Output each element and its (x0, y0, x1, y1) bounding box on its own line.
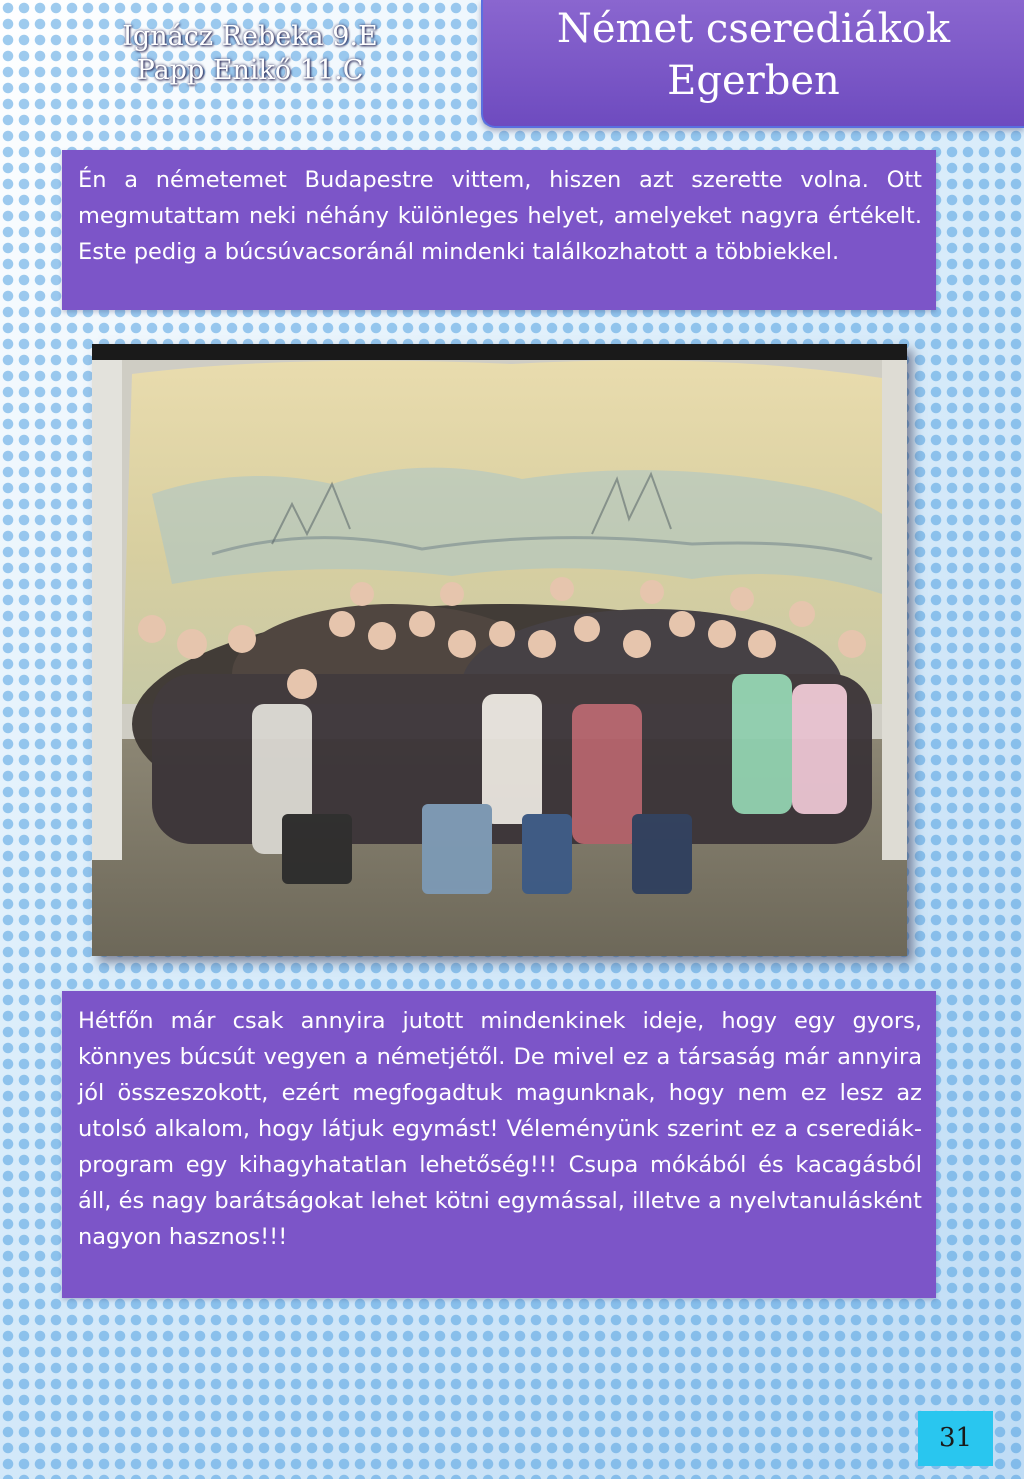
group-photo-illustration (92, 344, 907, 956)
author-2: Papp Enikő 11.C (136, 55, 364, 86)
title-banner (481, 0, 1024, 128)
paragraph-bottom: Hétfőn már csak annyira jutott mindenkinek ideje, hogy egy gyors, könnyes búcsút vegyen a németjétől. De mivel ez a társaság már annyira jól összeszokott, ezért megfogadtuk magunknak, hogy nem ez lesz az utolsó alkalom, hogy látjuk egymást! Véleményünk szerint ez a cserediák-program egy kihagyhatatlan lehetőség!!! Csupa mókából és kacagásból áll, és nagy barátságokat lehet kötni egymással, illetve a nyelvtanulásként nagyon hasznos!!! (62, 991, 936, 1298)
title-line-1: Német cserediákok (556, 6, 951, 52)
author-1: Ignácz Rebeka 9.E (122, 21, 378, 52)
page-number: 31 (918, 1411, 993, 1466)
title-line-2: Egerben (667, 58, 840, 104)
paragraph-top: Én a németemet Budapestre vittem, hiszen azt szerette volna. Ott megmutattam neki néhány különleges helyet, amelyeket nagyra értékelt. Este pedig a búcsúvacsoránál mindenki találkozhatott a többiekkel. (62, 150, 936, 310)
authors-block (80, 20, 420, 88)
group-photo (92, 344, 907, 956)
